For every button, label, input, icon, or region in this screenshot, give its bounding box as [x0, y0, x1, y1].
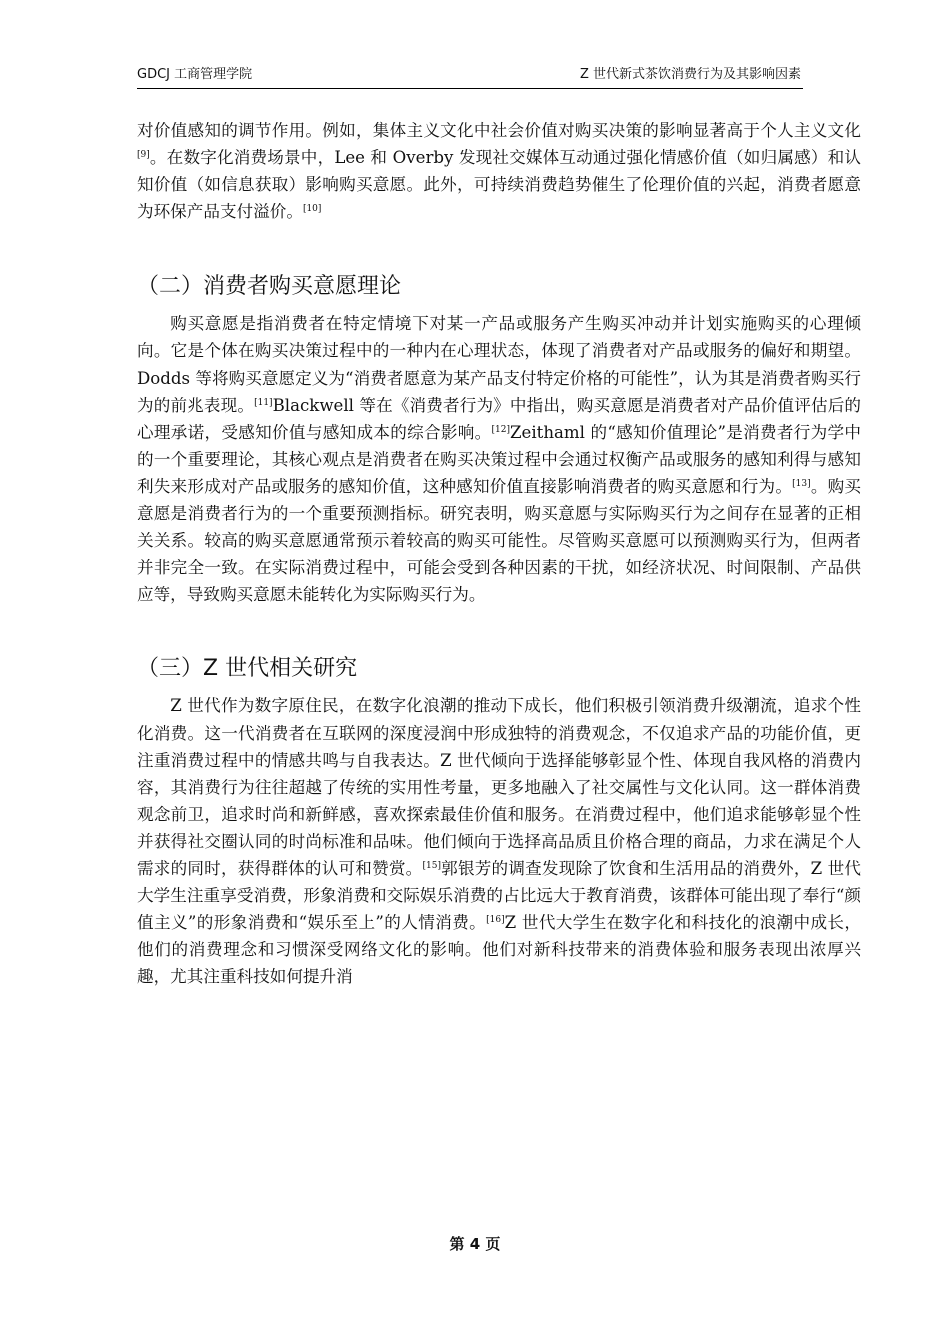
citation-11: [11] [254, 397, 273, 408]
citation-16: [16] [486, 915, 505, 926]
section-heading-gen-z: （三）Z 世代相关研究 [137, 656, 358, 682]
citation-15: [15] [422, 860, 441, 871]
page-body [137, 117, 861, 990]
paragraph-text: 。购买意愿是消费者行为的一个重要预测指标。研究表明，购买意愿与实际购买行为之间存在显著的正相关关系。较高的购买意愿通常预示着较高的购买可能性。尽管购买意愿可以预测购买行为，但两者并非完全一致。在实际消费过程中，可能会受到各种因素的干扰，如经济状况、时间限制、产品供应等，导致购买意愿未能转化为实际购买行为。 [137, 476, 862, 605]
header-paper-title: Z 世代新式茶饮消费行为及其影响因素 [579, 67, 801, 82]
citation-12: [12] [491, 424, 510, 435]
paragraph-text: Z 世代大学生在数字化和科技化的浪潮中成长，他们的消费理念和习惯深受网络文化的影响。他们对新科技带来的消费体验和服务表现出浓厚兴趣，尤其注重科技如何提升消 [137, 913, 861, 987]
paragraph-text: 郭银芳的调查发现除了饮食和生活用品的消费外，Z 世代大学生注重享受消费，形象消费和交际娱乐消费的占比远大于教育消费，该群体可能出现了奉行“颜值主义”的形象消费和“娱乐至上”的人情消费。 [137, 858, 861, 933]
paragraph-perceived-value-continued [137, 117, 861, 225]
citation-13: [13] [792, 478, 811, 489]
paragraph-text: Z 世代作为数字原住民，在数字化浪潮的推动下成长，他们积极引领消费升级潮流，追求个性化消费。这一代消费者在互联网的深度浸润中形成独特的消费观念，不仅追求产品的功能价值，更注重消费过程中的情感共鸣与自我表达。Z 世代倾向于选择能够彰显个性、体现自我风格的消费内容，其消费行为往往超越了传统的实用性考量，更多地融入了社交属性与文化认同。这一群体消费观念前卫，追求时尚和新鲜感，喜欢探索最佳价值和服务。在消费过程中，他们追求能够彰显个性并获得社交圈认同的时尚标准和品味。他们倾向于选择高品质且价格合理的商品，力求在满足个人需求的同时，获得群体的认可和赞赏。 [137, 696, 861, 878]
citation-10: [10] [302, 204, 322, 215]
page-header [137, 66, 803, 89]
paragraph-gen-z [137, 692, 861, 990]
paragraph-purchase-intention [137, 310, 861, 608]
header-institution: GDCJ 工商管理学院 [137, 67, 253, 82]
paragraph-text: 对价值感知的调节作用。例如，集体主义文化中社会价值对购买决策的影响显著高于个人主义文化 [137, 121, 861, 140]
page-number: 第 4 页 [449, 1235, 501, 1253]
paragraph-text: 购买意愿是指消费者在特定情境下对某一产品或服务产生购买冲动并计划实施购买的心理倾向。它是个体在购买决策过程中的一种内在心理状态，体现了消费者对产品或服务的偏好和期望。Dodds 等将购买意愿定义为“消费者愿意为某产品支付特定价格的可能性”，认为其是消费者购买行为的前兆表现。 [137, 314, 861, 415]
paragraph-text: 。在数字化消费场景中，Lee 和 Overby 发现社交媒体互动通过强化情感价值（如归属感）和认知价值（如信息获取）影响购买意愿。此外，可持续消费趋势催生了伦理价值的兴起，消费者愿意为环保产品支付溢价。 [137, 148, 861, 222]
section-heading-purchase-intention: （二）消费者购买意愿理论 [137, 274, 402, 300]
paragraph-text: Blackwell 等在《消费者行为》中指出，购买意愿是消费者对产品价值评估后的心理承诺，受感知价值与感知成本的综合影响。 [137, 395, 862, 442]
paragraph-text: Zeithaml 的“感知价值理论”是消费者行为学中的一个重要理论，其核心观点是消费者在购买决策过程中会通过权衡产品或服务的感知利得与感知利失来形成对产品或服务的感知价值，这种感知价值直接影响消费者的购买意愿和行为。 [137, 422, 861, 496]
citation-9: [9] [137, 150, 150, 161]
